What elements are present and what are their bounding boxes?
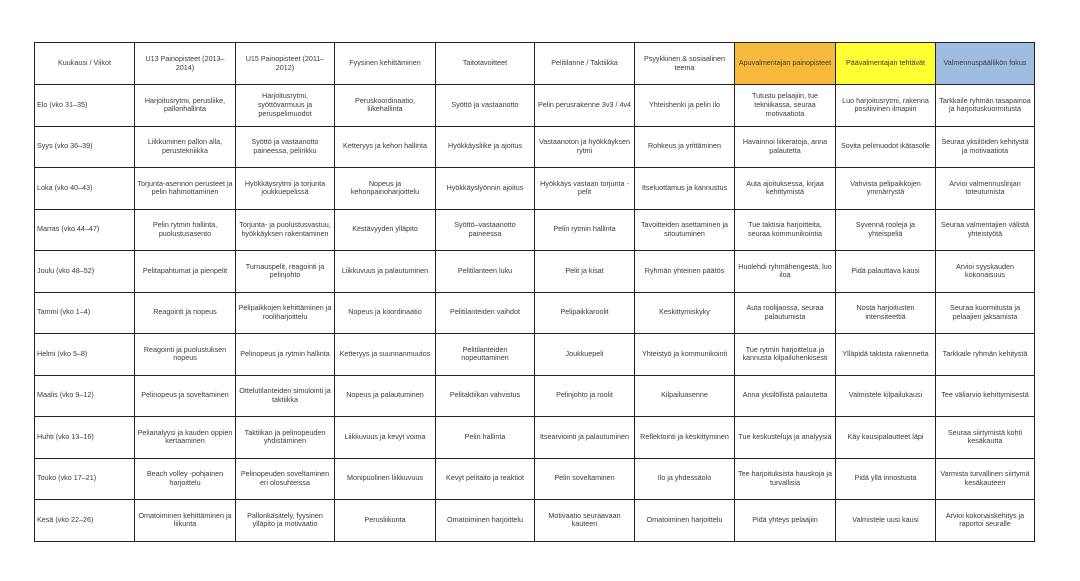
table-cell: Keskittymiskyky: [635, 292, 735, 334]
table-row: [35, 292, 1035, 334]
table-cell: Pelin rytmin hallinta, puolustusasento: [135, 209, 236, 251]
table-cell: Syöttö–vastaanotto paineessa: [436, 209, 535, 251]
table-cell: Syöttö ja vastaanotto: [436, 85, 535, 127]
header-assistant-coach: Apuvalmentajan painopisteet: [735, 43, 836, 85]
table-cell: Syöttö ja vastaanotto paineessa, pelirikku: [236, 126, 335, 168]
header-row: [35, 43, 1035, 85]
header-psych: Psyykkinen & sosiaalinen teema: [635, 43, 735, 85]
table-cell: Hyökkäys vastaan torjunta -pelit: [535, 168, 635, 210]
header-physical: Fyysinen kehittäminen: [335, 43, 436, 85]
table-cell: Torjunta-asennon perusteet ja pelin hahmottaminen: [135, 168, 236, 210]
table-cell: Pelin rytmin hallinta: [535, 209, 635, 251]
table-cell: Pidä palauttava kausi: [836, 251, 936, 293]
table-cell: Rohkeus ja yrittäminen: [635, 126, 735, 168]
table-cell: Omatoiminen kehittäminen ja liikunta: [135, 500, 236, 542]
table-cell: Torjunta- ja puolustusvastuu, hyökkäyksen rakentaminen: [236, 209, 335, 251]
table-cell: Tavoitteiden asettaminen ja sitoutuminen: [635, 209, 735, 251]
table-cell: Valmistele kilpailukausi: [836, 375, 936, 417]
table-row: [35, 85, 1035, 127]
table-cell: Omatoiminen harjoittelu: [436, 500, 535, 542]
table-cell: Liikkuvuus ja palautuminen: [335, 251, 436, 293]
header-month: Kuukausi / Viikot: [35, 43, 135, 85]
table-cell: Turnauspelit, reagointi ja pelinjohto: [236, 251, 335, 293]
table-cell: Ylläpidä taktista rakennetta: [836, 334, 936, 376]
table-cell: Pelinopeus ja soveltaminen: [135, 375, 236, 417]
table-cell: Yhteishenki ja pelin ilo: [635, 85, 735, 127]
table-cell: Pelinjohto ja roolit: [535, 375, 635, 417]
table-cell: Ryhmän yhteinen päätös: [635, 251, 735, 293]
table-cell: Pelin perusrakenne 3v3 / 4v4: [535, 85, 635, 127]
table-cell: Kestävyyden ylläpito: [335, 209, 436, 251]
table-cell: Harjoitusrytmi, syöttövarmuus ja peruspelimuodot: [236, 85, 335, 127]
month-cell: Syys (vko 36–39): [35, 126, 135, 168]
table-cell: Liikkuvuus ja kevyt voima: [335, 417, 436, 459]
table-cell: Pelipaikkaroolit: [535, 292, 635, 334]
table-cell: Kilpailuasenne: [635, 375, 735, 417]
table-cell: Pelin soveltaminen: [535, 458, 635, 500]
table-cell: Pelitilanteen luku: [436, 251, 535, 293]
month-cell: Huhti (vko 13–16): [35, 417, 135, 459]
table-cell: Auta roolijaossa, seuraa palautumista: [735, 292, 836, 334]
table-cell: Ketteryys ja kehon hallinta: [335, 126, 436, 168]
table-cell: Tue keskusteluja ja analyysiä: [735, 417, 836, 459]
table-cell: Reagointi ja nopeus: [135, 292, 236, 334]
month-cell: Kesä (vko 22–26): [35, 500, 135, 542]
table-cell: Liikkuminen pallon alla, perustekniikka: [135, 126, 236, 168]
table-cell: Pelipaikkojen kehittäminen ja rooliharjoittelu: [236, 292, 335, 334]
table-cell: Monipuolinen liikkuvuus: [335, 458, 436, 500]
table-cell: Valmistele uusi kausi: [836, 500, 936, 542]
table-row: [35, 417, 1035, 459]
table-cell: Pelinopeuden soveltaminen eri olosuhteissa: [236, 458, 335, 500]
table-cell: Huolehdi ryhmähengestä, luo iloa: [735, 251, 836, 293]
month-cell: Joulu (vko 48–52): [35, 251, 135, 293]
table-cell: Hyökkäysliike ja ajoitus: [436, 126, 535, 168]
table-cell: Seuraa yksilöiden kehitystä ja motivaatiota: [936, 126, 1035, 168]
table-cell: Harjoitusrytmi, perusliike, pallonhallinta: [135, 85, 236, 127]
table-cell: Nopeus ja kehonpainoharjoittelu: [335, 168, 436, 210]
table-cell: Auta ajoituksessa, kirjaa kehittymistä: [735, 168, 836, 210]
table-cell: Nosta harjoitusten intensiteettiä: [836, 292, 936, 334]
table-cell: Tee harjoituksista hauskoja ja turvallisia: [735, 458, 836, 500]
table-cell: Anna yksilöllistä palautetta: [735, 375, 836, 417]
table-row: [35, 334, 1035, 376]
table-cell: Pelitilanteiden vaihdot: [436, 292, 535, 334]
table-cell: Vastaanoton ja hyökkäyksen rytmi: [535, 126, 635, 168]
header-skills: Taitotavoitteet: [436, 43, 535, 85]
table-cell: Beach volley -pohjainen harjoittelu: [135, 458, 236, 500]
table-cell: Pelianalyysi ja kauden oppien kertaaminen: [135, 417, 236, 459]
table-row: [35, 500, 1035, 542]
table-cell: Pallonkäsittely, fyysinen ylläpito ja motivaatio: [236, 500, 335, 542]
table-cell: Motivaatio seuraavaan kauteen: [535, 500, 635, 542]
table-cell: Kevyt pelitaito ja reaktiot: [436, 458, 535, 500]
table-cell: Perusliikunta: [335, 500, 436, 542]
header-coaching-manager: Valmennuspäällikön fokus: [936, 43, 1035, 85]
table-cell: Pidä yllä innostusta: [836, 458, 936, 500]
table-cell: Seuraa siirtymistä kohti kesäkautta: [936, 417, 1035, 459]
table-cell: Itsearviointi ja palautuminen: [535, 417, 635, 459]
header-u13: U13 Painopisteet (2013–2014): [135, 43, 236, 85]
table-row: [35, 209, 1035, 251]
month-cell: Tammi (vko 1–4): [35, 292, 135, 334]
table-cell: Luo harjoitusrytmi, rakenna positiivinen ilmapiiri: [836, 85, 936, 127]
month-cell: Maalis (vko 9–12): [35, 375, 135, 417]
table-row: [35, 458, 1035, 500]
table-cell: Tee väliarvio kehittymisestä: [936, 375, 1035, 417]
table-cell: Seuraa valmentajien välistä yhteistyötä: [936, 209, 1035, 251]
table-cell: Hyökkäysrytmi ja torjunta joukkuepelissä: [236, 168, 335, 210]
month-cell: Touko (vko 17–21): [35, 458, 135, 500]
table-row: [35, 251, 1035, 293]
table-cell: Havainnoi liikeratoja, anna palautetta: [735, 126, 836, 168]
table-cell: Tue taktisia harjoitteita, seuraa kommunikointia: [735, 209, 836, 251]
month-cell: Helmi (vko 5–8): [35, 334, 135, 376]
month-cell: Loka (vko 40–43): [35, 168, 135, 210]
table-cell: Ottelutilanteiden simulointi ja taktiikka: [236, 375, 335, 417]
table-cell: Omatoiminen harjoittelu: [635, 500, 735, 542]
table-cell: Ketteryys ja suunnanmuutos: [335, 334, 436, 376]
table-cell: Syvennä rooleja ja yhteispeliä: [836, 209, 936, 251]
table-cell: Pelinopeus ja rytmin hallinta: [236, 334, 335, 376]
table-cell: Arvioi valmennuslinjan toteutumista: [936, 168, 1035, 210]
table-cell: Arvioi syyskauden kokonaisuus: [936, 251, 1035, 293]
table-cell: Reagointi ja puolustuksen nopeus: [135, 334, 236, 376]
table-cell: Tarkkaile ryhmän kehitystä: [936, 334, 1035, 376]
table-row: [35, 168, 1035, 210]
training-plan-table: [34, 42, 1035, 542]
table-cell: Yhteistyö ja kommunikointi: [635, 334, 735, 376]
table-cell: Sovita pelimuodot ikätasolle: [836, 126, 936, 168]
table-cell: Joukkuepeli: [535, 334, 635, 376]
month-cell: Marras (vko 44–47): [35, 209, 135, 251]
table-row: [35, 375, 1035, 417]
table-cell: Pelitilanteiden nopeuttaminen: [436, 334, 535, 376]
table-cell: Tutustu pelaajiin, tue tekniikassa, seuraa motivaatiota: [735, 85, 836, 127]
header-tactics: Pelitilanne / Taktiikka: [535, 43, 635, 85]
table-cell: Reflektointi ja keskittyminen: [635, 417, 735, 459]
training-plan-sheet: [34, 42, 1034, 542]
table-cell: Pelin hallinta: [436, 417, 535, 459]
table-cell: Nopeus ja palautuminen: [335, 375, 436, 417]
table-row: [35, 126, 1035, 168]
table-cell: Varmista turvallinen siirtymä kesäkauteen: [936, 458, 1035, 500]
table-cell: Käy kausipalautteet läpi: [836, 417, 936, 459]
table-cell: Tue rytmin harjoittelua ja kannusta kilpailuhenkisesti: [735, 334, 836, 376]
table-cell: Pelitapahtumat ja pienpelit: [135, 251, 236, 293]
table-cell: Tarkkaile ryhmän tasapainoa ja harjoituskuormitusta: [936, 85, 1035, 127]
table-cell: Peruskoordinaatio, liikehallinta: [335, 85, 436, 127]
table-cell: Vahvista pelipaikkojen ymmärrystä: [836, 168, 936, 210]
table-cell: Hyökkäyslyönnin ajoitus: [436, 168, 535, 210]
table-cell: Pelit ja kisat: [535, 251, 635, 293]
month-cell: Elo (vko 31–35): [35, 85, 135, 127]
table-cell: Ilo ja yhdessäolo: [635, 458, 735, 500]
table-cell: Taktiikan ja pelinopeuden yhdistäminen: [236, 417, 335, 459]
table-cell: Arvioi kokonaiskehitys ja raportoi seuralle: [936, 500, 1035, 542]
table-cell: Pidä yhteys pelaajiin: [735, 500, 836, 542]
table-cell: Seuraa kuormitusta ja pelaajien jaksamista: [936, 292, 1035, 334]
table-cell: Pelitaktiikan vahvistus: [436, 375, 535, 417]
header-head-coach: Päävalmentajan tehtävät: [836, 43, 936, 85]
table-cell: Nopeus ja koordinaatio: [335, 292, 436, 334]
header-u15: U15 Painopisteet (2011–2012): [236, 43, 335, 85]
table-cell: Itseluottamus ja kannustus: [635, 168, 735, 210]
